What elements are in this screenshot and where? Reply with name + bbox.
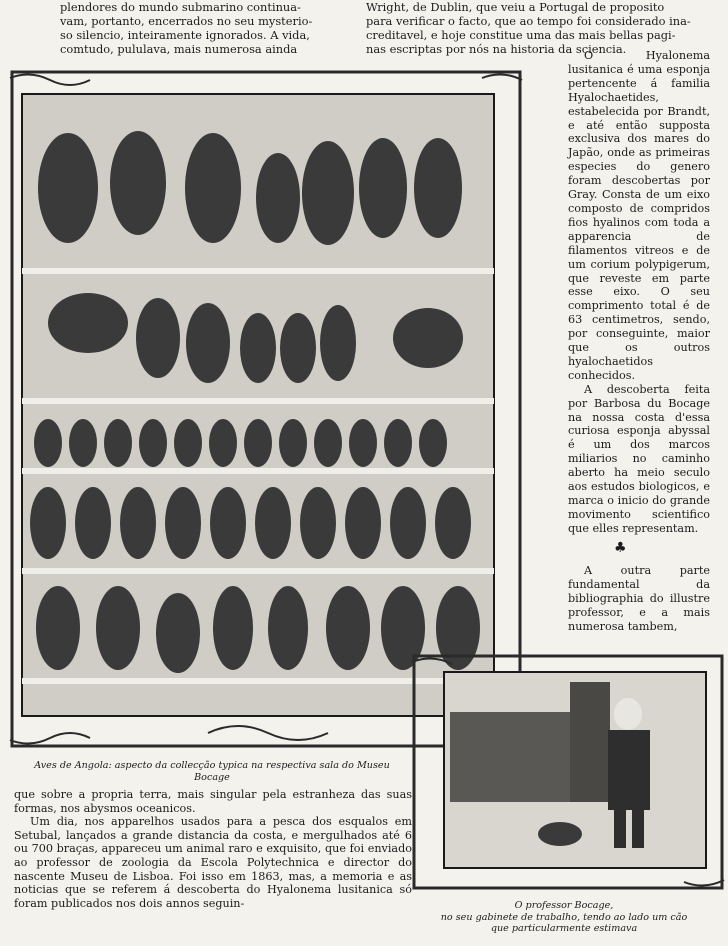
caption-line: O professor Bocage, bbox=[514, 900, 614, 911]
bottom-left-column bbox=[14, 788, 412, 910]
text-line: Wright, de Dublin, que veiu a Portugal de proposito bbox=[366, 0, 665, 14]
side-column-continued bbox=[568, 564, 710, 634]
text-line: comtudo, pululava, mais numerosa ainda bbox=[60, 42, 298, 57]
top-right-column bbox=[366, 0, 700, 56]
caption-line: que particularmente estimava bbox=[490, 923, 638, 934]
paragraph-bibliographia: A outra parte fundamental da bibliographia do illustre professor, e a mais numerosa tambem, bbox=[568, 564, 710, 633]
text-line: creditavel, e hoje constitue uma das mais bellas pagi- bbox=[366, 28, 676, 43]
paragraph-descoberta: A descoberta feita por Barbosa du Bocage na nossa costa d'essa curiosa esponja abyssal é um dos marcos miliarios no caminho aberto ha meio seculo aos estudos biologicos, e marca o inicio do grande movimento scientifico que elles representam. bbox=[568, 382, 710, 535]
paragraph-hyalonema: O Hyalonema lusitanica é uma esponja pertencente á familia Hyalochaetides, estabelecida por Brandt, e até então supposta exclusiva dos mares do Japão, onde as primeiras especies do genero foram descobertas por Gray. Consta de um eixo composto de compridos fios hyalinos com toda a apparencia de filamentos vitreos e de um corium polypigerum, que reveste em parte esse eixo. O seu comprimento total é de 63 centimetros, sendo, por conseguinte, maior que os outros hyalochaetidos conhecidos. bbox=[568, 49, 710, 382]
text-line: vam, portanto, encerrados no seu mysterio- bbox=[60, 14, 313, 29]
side-column bbox=[568, 49, 710, 536]
caption-professor-bocage bbox=[400, 900, 728, 935]
paragraph-setubal: Um dia, nos apparelhos usados para a pesca dos esqualos em Setubal, lançados a grande distancia da costa, e mergulhados até 6 ou 700 braças, appareceu um animal raro e exquisito, que foi enviado ao professor de zoologia da Escola Polytechnica e director do nascente Museu de Lisboa. Foi isso em 1863, mas, a memoria e as noticias que se referem á descoberta do Hyalonema lusitanica só foram publicados nos dois annos seguin- bbox=[14, 815, 412, 910]
text-line: para verificar o facto, que ao tempo foi considerado ina- bbox=[366, 14, 691, 29]
professor-bocage-photo bbox=[410, 652, 726, 892]
text-line: nas escriptas por nós na historia da sciencia. bbox=[366, 42, 627, 57]
caption-bird-collection: Aves de Angola: aspecto da collecção typica na respectiva sala do Museu Bocage bbox=[34, 760, 390, 783]
text-line: so silencio, inteiramente ignorados. A vida, bbox=[60, 28, 310, 43]
ornament-icon: ♣ bbox=[614, 540, 627, 556]
caption-line: no seu gabinete de trabalho, tendo ao lado um cão bbox=[440, 911, 688, 923]
top-left-column bbox=[60, 0, 336, 56]
bird-collection-photo bbox=[8, 68, 524, 750]
paragraph-abysmos: que sobre a propria terra, mais singular pela estranheza das suas formas, nos abysmos oceanicos. bbox=[14, 788, 412, 815]
text-line: plendores do mundo submarino continua- bbox=[60, 0, 301, 14]
